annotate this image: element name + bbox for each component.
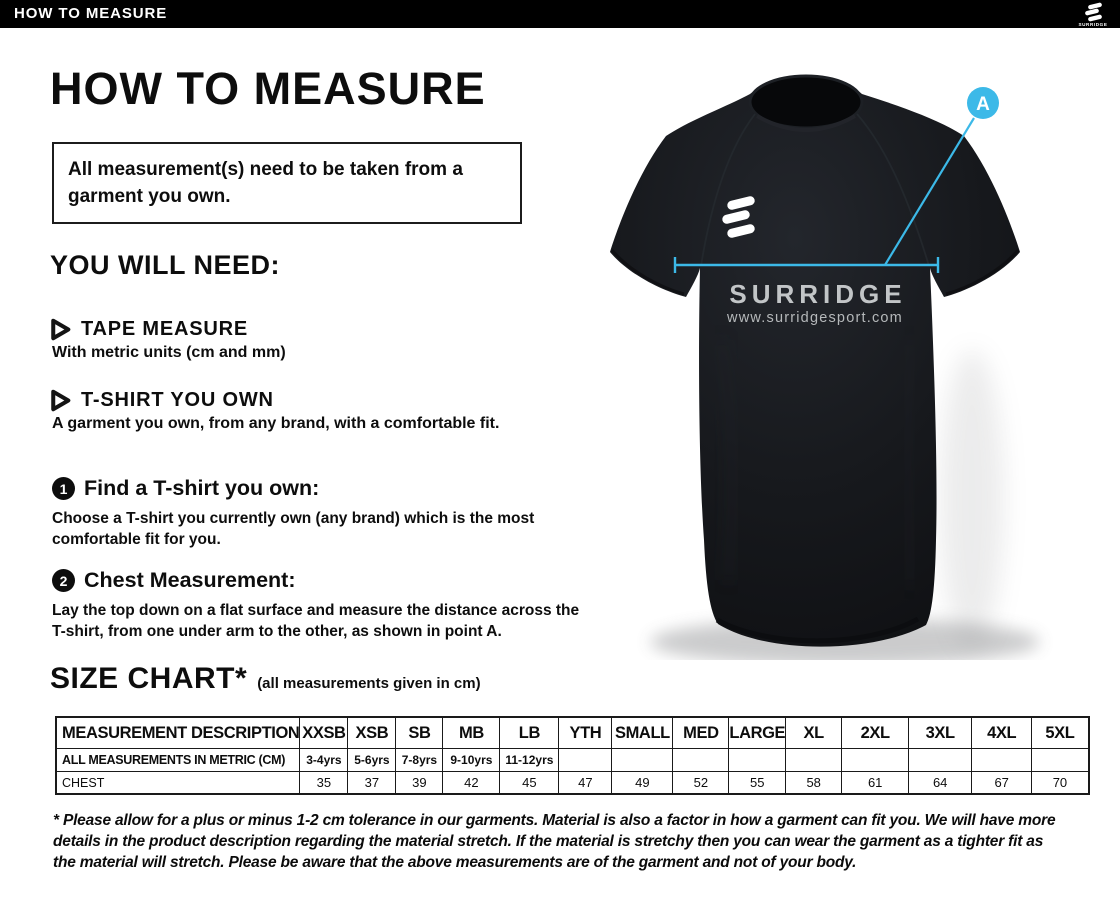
shirt-side-shadow — [940, 350, 1004, 650]
table-cell: 55 — [729, 772, 786, 795]
need-item-label: TAPE MEASURE — [81, 318, 249, 340]
top-bar — [0, 0, 1120, 28]
table-header-size: SMALL — [612, 717, 673, 749]
table-header-description: MEASUREMENT DESCRIPTION — [56, 717, 300, 749]
marker-a-label: A — [976, 94, 990, 115]
page-title: HOW TO MEASURE — [50, 63, 486, 114]
table-cell — [673, 749, 729, 772]
step-number-badge: 2 — [52, 569, 75, 592]
chest-website-text: www.surridgesport.com — [727, 310, 903, 326]
table-cell — [729, 749, 786, 772]
size-chart-subtitle: (all measurements given in cm) — [257, 675, 481, 692]
table-header-size: 5XL — [1032, 717, 1089, 749]
need-item-description: With metric units (cm and mm) — [52, 344, 286, 361]
table-cell: 49 — [612, 772, 673, 795]
table-row-label: CHEST — [56, 772, 300, 795]
triangle-right-icon — [50, 318, 71, 341]
step-header — [52, 476, 587, 501]
table-cell: 3-4yrs — [300, 749, 348, 772]
chest-brand-text: SURRIDGE — [729, 279, 907, 309]
table-cell: 37 — [348, 772, 396, 795]
table-cell: 11-12yrs — [500, 749, 559, 772]
need-item-header — [50, 389, 499, 412]
table-header-size: MED — [673, 717, 729, 749]
table-header-size: 4XL — [972, 717, 1032, 749]
table-cell — [559, 749, 612, 772]
table-cell: 39 — [396, 772, 443, 795]
table-cell: 47 — [559, 772, 612, 795]
table-header-size: LB — [500, 717, 559, 749]
table-cell: 35 — [300, 772, 348, 795]
you-will-need-heading: YOU WILL NEED: — [50, 250, 281, 280]
table-cell: 67 — [972, 772, 1032, 795]
surridge-logo — [1071, 1, 1115, 32]
tshirt-illustration — [560, 40, 1120, 660]
step-title: Chest Measurement: — [84, 568, 296, 592]
table-cell — [786, 749, 842, 772]
table-cell — [842, 749, 909, 772]
surridge-logo-icon — [1071, 1, 1115, 27]
table-header-size: XSB — [348, 717, 396, 749]
table-header-size: 3XL — [909, 717, 972, 749]
measurement-note-text: All measurement(s) need to be taken from a garment you own. — [68, 159, 463, 207]
fold-highlight-right — [907, 340, 912, 585]
size-chart-footnote: * Please allow for a plus or minus 1-2 cm tolerance in our garments. Material is also a factor in how a garment can fit you. We will have more details in the product description regarding the material stretch. If the material is stretchy then you can wear the garment as a tighter fit as the material will stretch. Please be aware that the above measurements are of the garment and not of your body. — [53, 812, 1056, 871]
table-header-size: 2XL — [842, 717, 909, 749]
table-header-size: SB — [396, 717, 443, 749]
step-number-badge: 1 — [52, 477, 75, 500]
table-cell — [972, 749, 1032, 772]
step-find-tshirt — [52, 476, 587, 550]
table-header-size: YTH — [559, 717, 612, 749]
table-cell: 52 — [673, 772, 729, 795]
step-title: Find a T-shirt you own: — [84, 476, 320, 500]
step-chest-measurement — [52, 568, 587, 642]
size-chart-title: SIZE CHART* — [50, 662, 248, 695]
step-description: Lay the top down on a flat surface and measure the distance across the T-shirt, from one under arm to the other, as shown in point A. — [52, 602, 580, 640]
table-cell — [1032, 749, 1089, 772]
table-header-size: XXSB — [300, 717, 348, 749]
table-cell: 61 — [842, 772, 909, 795]
table-cell: 5-6yrs — [348, 749, 396, 772]
table-header-size: MB — [443, 717, 500, 749]
triangle-right-icon — [50, 389, 71, 412]
measurement-note-box — [52, 142, 522, 224]
table-cell: 7-8yrs — [396, 749, 443, 772]
surridge-logo-text: SURRIDGE — [1078, 22, 1108, 27]
table-cell: 9-10yrs — [443, 749, 500, 772]
top-bar-title: HOW TO MEASURE — [14, 5, 168, 22]
step-header — [52, 568, 587, 593]
table-cell — [612, 749, 673, 772]
table-cell: 58 — [786, 772, 842, 795]
size-chart-heading-row — [50, 662, 481, 696]
table-cell: 45 — [500, 772, 559, 795]
step-description: Choose a T-shirt you currently own (any brand) which is the most comfortable fit for you. — [52, 510, 535, 548]
table-header-size: LARGE — [729, 717, 786, 749]
table-row-label: ALL MEASUREMENTS IN METRIC (CM) — [56, 749, 300, 772]
need-item-header — [50, 318, 286, 341]
table-cell: 42 — [443, 772, 500, 795]
need-item-description: A garment you own, from any brand, with a comfortable fit. — [52, 415, 500, 432]
need-item-tshirt — [50, 389, 499, 433]
table-cell: 70 — [1032, 772, 1089, 795]
need-item-label: T-SHIRT YOU OWN — [81, 389, 274, 411]
need-item-tape-measure — [50, 318, 286, 362]
table-cell: 64 — [909, 772, 972, 795]
table-cell — [909, 749, 972, 772]
table-header-size: XL — [786, 717, 842, 749]
size-chart-table — [55, 716, 1090, 795]
